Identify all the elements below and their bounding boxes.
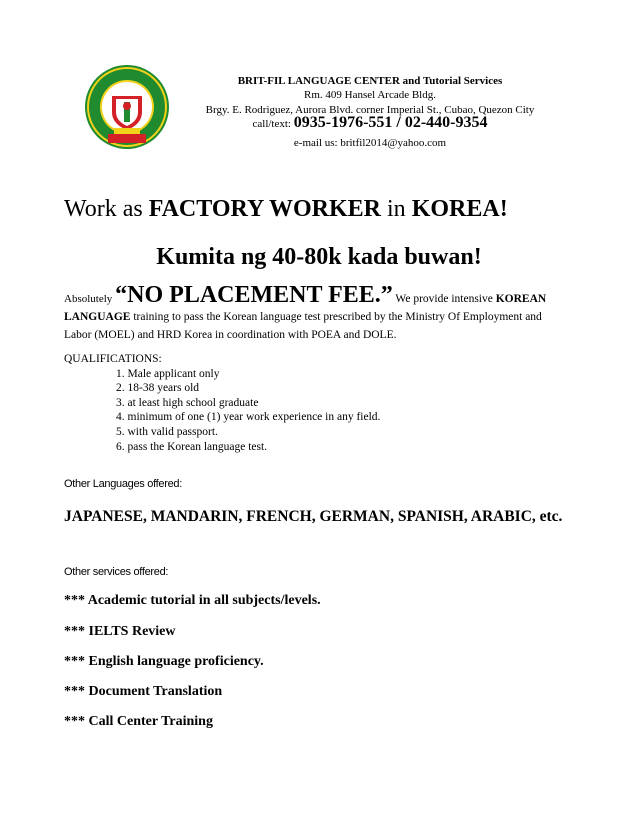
qualifications — [64, 352, 380, 454]
headline: Work as FACTORY WORKER in KOREA! — [64, 196, 508, 222]
header-contact — [170, 116, 570, 131]
qualification-item: 3. at least high school graduate — [116, 396, 259, 409]
languages-label: Other Languages offered: — [64, 478, 182, 490]
logo — [84, 64, 170, 150]
earnings-headline: Kumita ng 40-80k kada buwan! — [156, 244, 482, 270]
qualification-item: 2. 18-38 years old — [116, 382, 200, 395]
phone-numbers: 0935-1976-551 / 02-440-9354 — [293, 114, 488, 131]
service-item: *** English language proficiency. — [64, 654, 264, 669]
service-item: *** Document Translation — [64, 684, 223, 699]
languages-list: JAPANESE, MANDARIN, FRENCH, GERMAN, SPANISH, ARABIC, etc. — [64, 508, 563, 525]
call-label: call/text: — [252, 118, 291, 130]
header-room: Rm. 409 Hansel Arcade Bldg. — [304, 89, 436, 101]
service-item: *** Academic tutorial in all subjects/levels. — [64, 593, 321, 608]
header-address: Brgy. E. Rodriguez, Aurora Blvd. corner Imperial St., Cubao, Quezon City — [205, 104, 535, 116]
qualification-item: 5. with valid passport. — [116, 425, 218, 438]
header-email: e-mail us: britfil2014@yahoo.com — [293, 137, 447, 149]
qualification-item: 1. Male applicant only — [116, 367, 220, 380]
header-org: BRIT-FIL LANGUAGE CENTER and Tutorial Services — [237, 75, 503, 87]
service-item: *** IELTS Review — [64, 624, 176, 639]
qualification-item: 4. minimum of one (1) year work experience in any field. — [116, 411, 381, 424]
qualifications-title: QUALIFICATIONS: — [64, 353, 162, 365]
intro-paragraph: Absolutely “NO PLACEMENT FEE.” We provide intensive KOREAN LANGUAGE training to pass the Korean language test prescribed by the Ministry Of Employment and Labor (MOEL) and HRD Korea in coordination with POEA and DOLE. — [64, 282, 547, 341]
logo-emblem — [84, 64, 170, 150]
no-placement-fee: “NO PLACEMENT FEE.” — [115, 282, 393, 308]
service-item: *** Call Center Training — [64, 714, 213, 729]
services-label: Other services offered: — [64, 566, 169, 578]
qualification-item: 6. pass the Korean language test. — [116, 440, 268, 453]
